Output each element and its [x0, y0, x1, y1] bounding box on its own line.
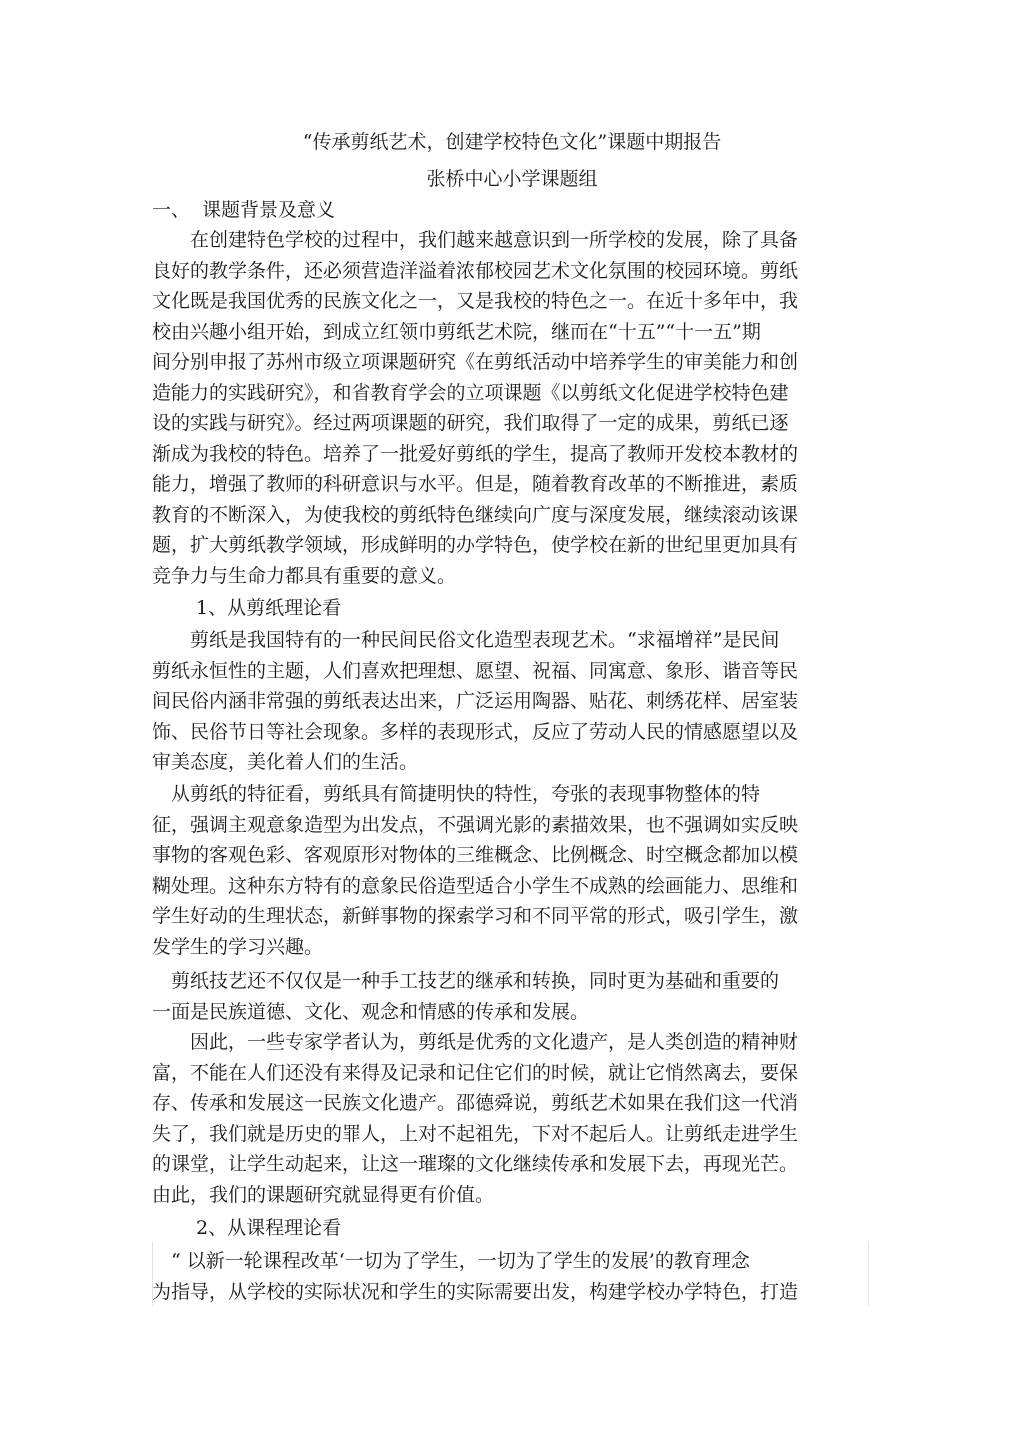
paragraph-line: 校由兴趣小组开始，到成立红领巾剪纸艺术院，继而在“十五”“十一五”期	[152, 320, 761, 343]
paragraph-line: 能力，增强了教师的科研意识与水平。但是，随着教育改革的不断推进，素质	[152, 473, 799, 495]
paragraph-line: 存、传承和发展这一民族文化遗产。邵德舜说，剪纸艺术如果在我们这一代消	[152, 1092, 799, 1114]
paragraph-line: 征，强调主观意象造型为出发点，不强调光影的素描效果，也不强调如实反映	[152, 813, 799, 836]
paragraph-papercut-heritage	[152, 966, 812, 1027]
paragraph-line: 糊处理。这种东方特有的意象民俗造型适合小学生不成熟的绘画能力、思维和	[152, 874, 799, 897]
paragraph-line: 的课堂，让学生动起来，让这一璀璨的文化继续传承和发展下去，再现光芒。	[152, 1153, 799, 1175]
paragraph-line: 剪纸技艺还不仅仅是一种手工技艺的继承和转换，同时更为基础和重要的	[152, 970, 780, 992]
document-title: “传承剪纸艺术，创建学校特色文化”课题中期报告	[302, 131, 722, 153]
paragraph-experts-view	[152, 1027, 812, 1210]
paragraph-line: 良好的教学条件，还必须营造洋溢着浓郁校园艺术文化氛围的校园环境。剪纸	[152, 259, 799, 282]
margin-rule-right	[868, 1242, 869, 1306]
paragraph-line: 因此，一些专家学者认为，剪纸是优秀的文化遗产，是人类创造的精神财	[152, 1031, 799, 1053]
paragraph-line: 文化既是我国优秀的民族文化之一，又是我校的特色之一。在近十多年中，我	[152, 290, 799, 312]
paragraph-line: 由此，我们的课题研究就显得更有价值。	[152, 1183, 495, 1206]
paragraph-line: 设的实践与研究》。经过两项课题的研究，我们取得了一定的成果，剪纸已逐	[152, 412, 789, 434]
paragraph-background	[152, 225, 812, 591]
paragraph-papercut-features	[152, 779, 812, 962]
paragraph-line: 一面是民族道德、文化、观念和情感的传承和发展。	[152, 1000, 590, 1023]
paragraph-line: 间民俗内涵非常强的剪纸表达出来，广泛运用陶器、贴花、刺绣花样、居室装	[152, 690, 799, 712]
paragraph-line: 题，扩大剪纸教学领域，形成鲜明的办学特色，使学校在新的世纪里更加具有	[152, 534, 799, 556]
paragraph-line: 从剪纸的特征看，剪纸具有简捷明快的特性，夸张的表现事物整体的特	[152, 783, 761, 805]
paragraph-line: 饰、民俗节日等社会现象。多样的表现形式，反应了劳动人民的情感愿望以及	[152, 720, 799, 743]
subheading-papercut-theory: 1、从剪纸理论看	[196, 597, 342, 619]
paragraph-line: 竞争力与生命力都具有重要的意义。	[152, 564, 457, 587]
paragraph-line: 审美态度，美化着人们的生活。	[152, 751, 419, 773]
paragraph-line: 发学生的学习兴趣。	[152, 935, 324, 958]
paragraph-line: 学生好动的生理状态，新鲜事物的探索学习和不同平常的形式，吸引学生，激	[152, 905, 799, 927]
paragraph-line: 剪纸是我国特有的一种民间民俗文化造型表现艺术。“求福增祥”是民间	[152, 629, 780, 651]
paragraph-line: 造能力的实践研究》，和省教育学会的立项课题《以剪纸文化促进学校特色建	[152, 381, 789, 404]
subheading-curriculum-theory: 2、从课程理论看	[196, 1217, 342, 1239]
document-subtitle: 张桥中心小学课题组	[426, 168, 598, 190]
paragraph-line: “ 以新一轮课程改革‘一切为了学生，一切为了学生的发展’的教育理念	[152, 1250, 750, 1272]
paragraph-line: 在创建特色学校的过程中，我们越来越意识到一所学校的发展，除了具备	[152, 229, 799, 251]
paragraph-papercut-art	[152, 625, 812, 778]
section-number: 一、	[152, 199, 191, 221]
section-heading	[152, 196, 335, 224]
paragraph-line: 剪纸永恒性的主题，人们喜欢把理想、愿望、祝福、同寓意、象形、谐音等民	[152, 659, 799, 682]
paragraph-curriculum-reform	[152, 1246, 812, 1307]
paragraph-line: 教育的不断深入，为使我校的剪纸特色继续向广度与深度发展，继续滚动该课	[152, 503, 799, 526]
paragraph-line: 富，不能在人们还没有来得及记录和记住它们的时候，就让它悄然离去，要保	[152, 1061, 799, 1084]
paragraph-line: 渐成为我校的特色。培养了一批爱好剪纸的学生，提高了教师开发校本教材的	[152, 442, 799, 465]
paragraph-line: 事物的客观色彩、客观原形对物体的三维概念、比例概念、时空概念都加以模	[152, 844, 799, 866]
paragraph-line: 失了，我们就是历史的罪人，上对不起祖先，下对不起后人。让剪纸走进学生	[152, 1122, 799, 1145]
section-heading-text: 课题背景及意义	[202, 199, 336, 221]
paragraph-line: 间分别申报了苏州市级立项课题研究《在剪纸活动中培养学生的审美能力和创	[152, 351, 799, 373]
paragraph-line: 为指导，从学校的实际状况和学生的实际需要出发，构建学校办学特色，打造	[152, 1280, 799, 1303]
